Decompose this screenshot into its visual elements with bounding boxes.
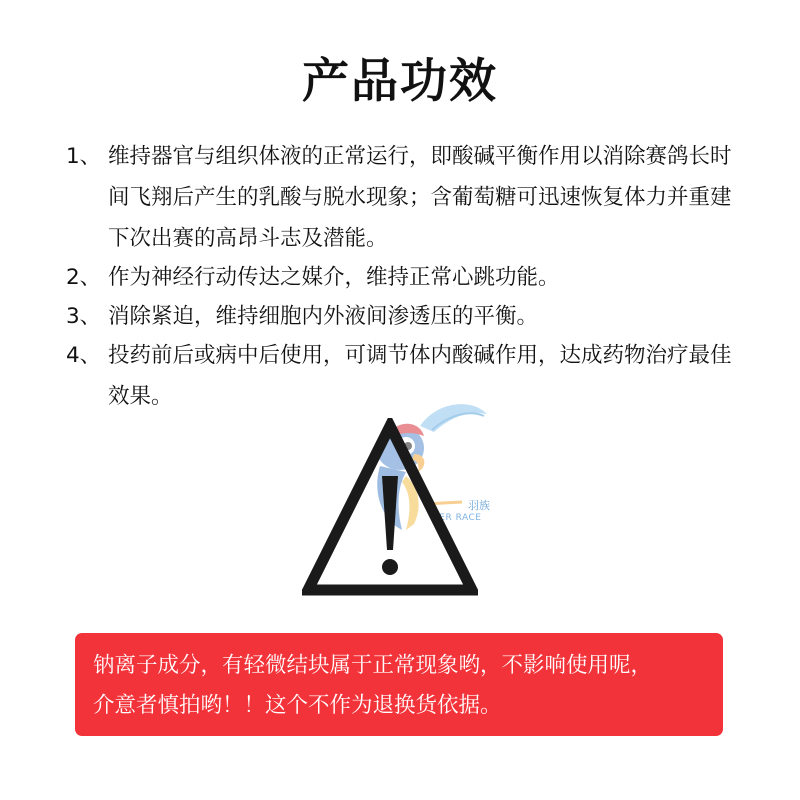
- notice-line-2: 介意者慎拍哟！！这个不作为退换货依据。: [93, 693, 502, 718]
- page-title: 产品功效: [302, 54, 498, 109]
- list-item-number: 3、: [66, 304, 102, 329]
- watermark-sublabel: HER RACE: [432, 513, 482, 523]
- list-item-text: 消除紧迫，维持细胞内外液间渗透压的平衡。: [108, 304, 539, 329]
- list-item: [66, 257, 746, 298]
- list-item-text: 作为神经行动传达之媒介，维持正常心跳功能。: [108, 265, 560, 290]
- list-item-number: 2、: [66, 265, 102, 290]
- notice-banner: [75, 633, 723, 736]
- list-item: [66, 296, 746, 337]
- warning-triangle-icon: [302, 418, 478, 596]
- list-item: [66, 136, 746, 259]
- watermark-label: 羽族: [468, 499, 490, 512]
- list-item-number: 1、: [66, 144, 102, 169]
- efficacy-list: [66, 136, 746, 415]
- list-item-text: 维持器官与组织体液的正常运行，即酸碱平衡作用以消除赛鸽长时间飞翔后产生的乳酸与脱水现象；含葡萄糖可迅速恢复体力并重建下次出赛的高昂斗志及潜能。: [108, 144, 732, 251]
- list-item-number: 4、: [66, 343, 102, 368]
- list-item-text: 投药前后或病中后使用，可调节体内酸碱作用，达成药物治疗最佳效果。: [108, 343, 732, 409]
- notice-line-1: 钠离子成分，有轻微结块属于正常现象哟，不影响使用呢，: [93, 653, 653, 678]
